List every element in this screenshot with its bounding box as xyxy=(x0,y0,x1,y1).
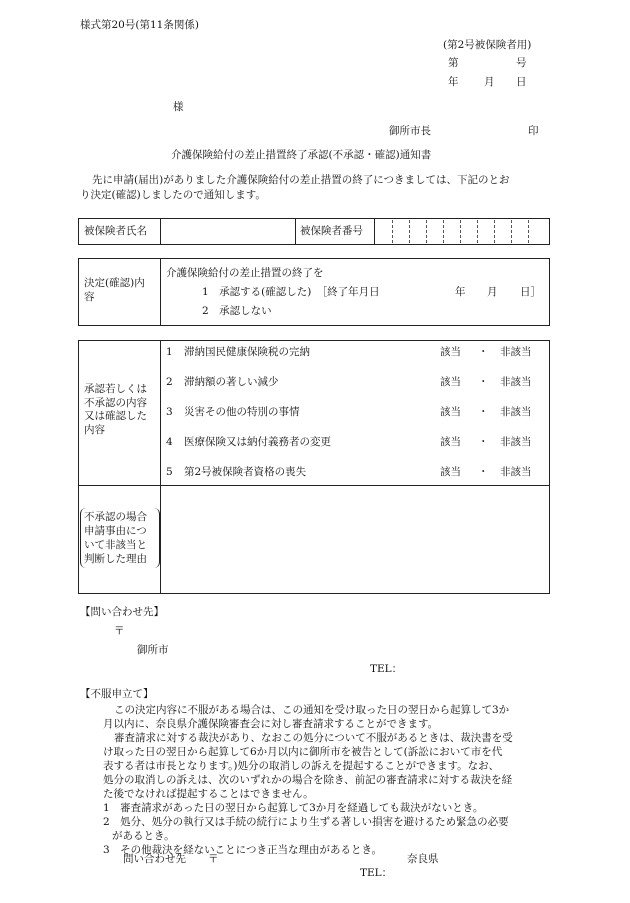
not-applicable-option: 非該当 xyxy=(500,376,532,388)
insured-type-label: (第2号被保険者用) xyxy=(443,39,532,51)
appeal-heading: 【不服申立て】 xyxy=(80,688,154,700)
contact-tel: TEL： xyxy=(370,663,403,675)
decision-label: 決定(確認)内 容 xyxy=(84,277,145,303)
date-day-label: 日 xyxy=(516,76,527,88)
issuer-mayor: 御所市長 xyxy=(389,125,431,137)
date-month-label: 月 xyxy=(484,76,495,88)
doc-number-prefix: 第 xyxy=(448,57,459,69)
decision-option-reject: 2 承認しない xyxy=(202,305,272,317)
reason-field[interactable] xyxy=(166,490,544,588)
not-applicable-option: 非該当 xyxy=(500,466,532,478)
contact-heading: 【問い合わせ先】 xyxy=(80,606,164,618)
intro-line-2: り決定(確認)しましたので通知します。 xyxy=(80,189,266,201)
not-applicable-option: 非該当 xyxy=(500,346,532,358)
contact-city: 御所市 xyxy=(137,644,169,656)
insured-name-label: 被保険者氏名 xyxy=(84,225,147,237)
document-title: 介護保険給付の差止措置終了承認(不承認・確認)通知書 xyxy=(171,149,432,161)
applicable-option: 該当 xyxy=(440,406,461,418)
form-number: 様式第20号(第11条関係) xyxy=(80,19,199,31)
appeal-tel: TEL： xyxy=(360,867,393,879)
approval-content-label: 承認若しくは 不承認の内容 又は確認した 内容 xyxy=(84,383,147,436)
recipient-honorific: 様 xyxy=(173,101,184,113)
date-year-label: 年 xyxy=(448,76,459,88)
appeal-prefecture: 奈良県 xyxy=(407,853,439,865)
applicable-option: 該当 xyxy=(440,436,461,448)
end-date-year: 年 xyxy=(455,286,466,298)
insured-number-label: 被保険者番号 xyxy=(300,225,363,237)
reason-label: 不承認の場合 申請事由につ いて非該当と 判断した理由 xyxy=(84,511,147,565)
doc-number-suffix: 号 xyxy=(516,57,527,69)
applicable-option: 該当 xyxy=(440,376,461,388)
applicable-option: 該当 xyxy=(440,466,461,478)
appeal-contact-label: 問い合わせ先 xyxy=(123,853,186,865)
end-date-day: 日］ xyxy=(520,286,541,298)
applicable-option: 該当 xyxy=(440,346,461,358)
appeal-postal-mark: 〒 xyxy=(208,853,219,865)
decision-option-approve: 1 承認する(確認した) ［終了年月日 xyxy=(202,286,380,298)
not-applicable-option: 非該当 xyxy=(500,406,532,418)
contact-postal-mark: 〒 xyxy=(114,625,125,637)
end-date-month: 月 xyxy=(487,286,498,298)
not-applicable-option: 非該当 xyxy=(500,436,532,448)
decision-line-1: 介護保険給付の差止措置の終了を xyxy=(166,267,324,279)
seal-mark: 印 xyxy=(528,125,539,137)
insured-name-field[interactable] xyxy=(166,222,292,242)
intro-line-1: 先に申請(届出)がありました介護保険給付の差止措置の終了につきましては、下記のとお xyxy=(92,174,510,186)
